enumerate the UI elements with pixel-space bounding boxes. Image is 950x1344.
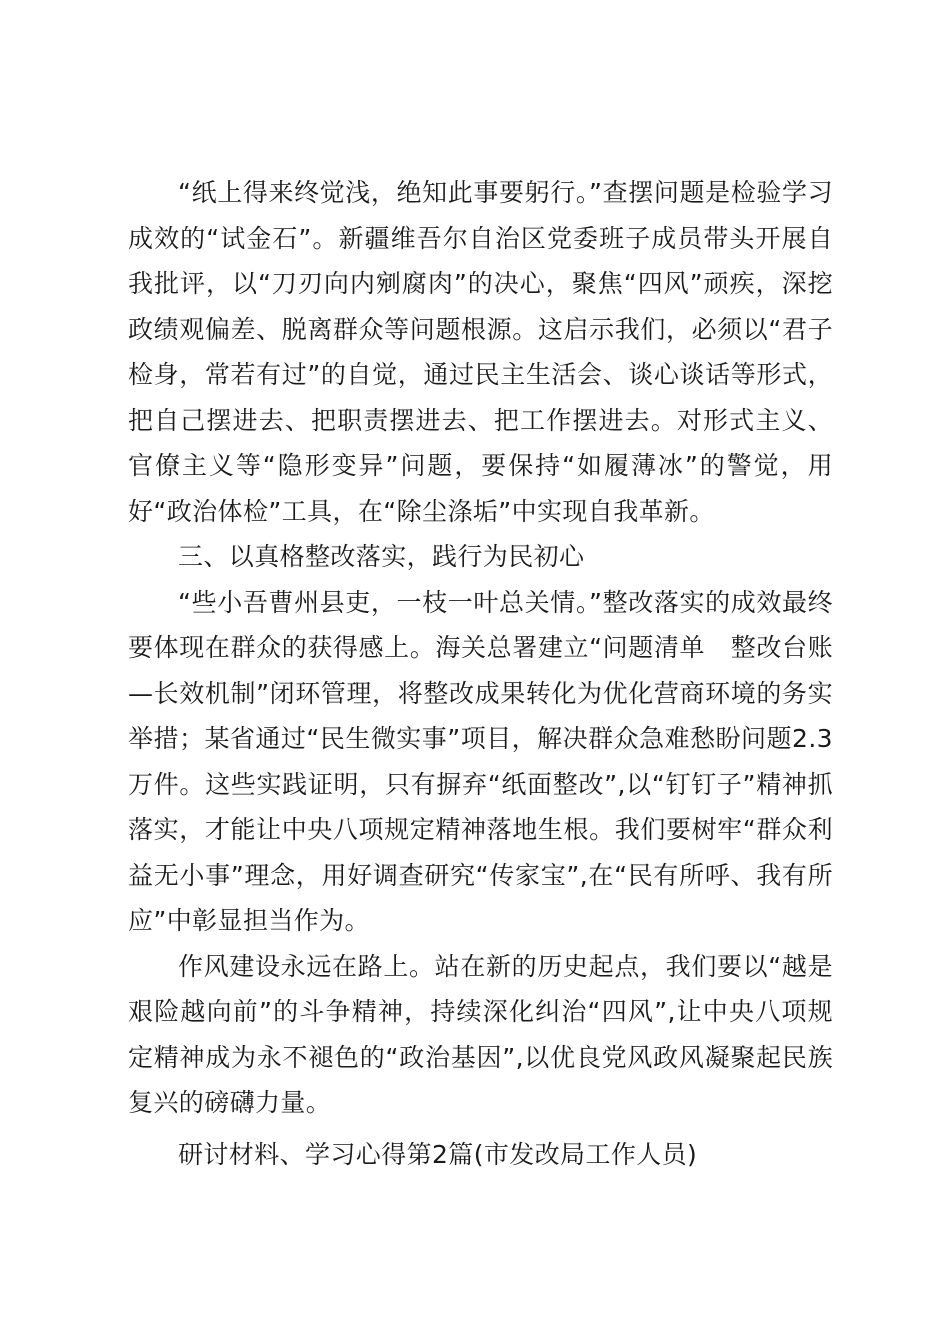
paragraph-rectification: “些小吾曹州县吏，一枝一叶总关情。”整改落实的成效最终要体现在群众的获得感上。海关总署建立“问题清单 整改台账—长效机制”闭环管理，将整改成果转化为优化营商环境的务实举措；某省通过“民生微实事”项目，解决群众急难愁盼问题2.3万件。这些实践证明，只有摒弃“纸面整改”,以“钉钉子”精神抓落实，才能让中央八项规定精神落地生根。我们要树牢“群众利益无小事”理念，用好调查研究“传家宝”,在“民有所呼、我有所应”中彰显担当作为。 — [128, 587, 833, 935]
article-title-next: 研讨材料、学习心得第2篇(市发改局工作人员) — [178, 1139, 698, 1169]
section-heading-rectification: 三、以真格整改落实，践行为民初心 — [178, 542, 585, 571]
paragraph-self-examination: “纸上得来终觉浅，绝知此事要躬行。”查摆问题是检验学习成效的“试金石”。新疆维吾尔自治区党委班子成员带头开展自我批评，以“刀刃向内剜腐肉”的决心，聚焦“四风”顽疾，深挖政绩观偏差、脱离群众等问题根源。这启示我们，必须以“君子检身，常若有过”的自觉，通过民主生活会、谈心谈话等形式，把自己摆进去、把职责摆进去、把工作摆进去。对形式主义、官僚主义等“隐形变异”问题，要保持“如履薄冰”的警觉，用好“政治体检”工具，在“除尘涤垢”中实现自我革新。 — [128, 178, 833, 526]
paragraph-conclusion: 作风建设永远在路上。站在新的历史起点，我们要以“越是艰险越向前”的斗争精神，持续深化纠治“四风”,让中央八项规定精神成为永不褪色的“政治基因”,以优良党风政风凝聚起民族复兴的磅礴力量。 — [128, 951, 833, 1117]
document-body — [128, 170, 833, 1177]
